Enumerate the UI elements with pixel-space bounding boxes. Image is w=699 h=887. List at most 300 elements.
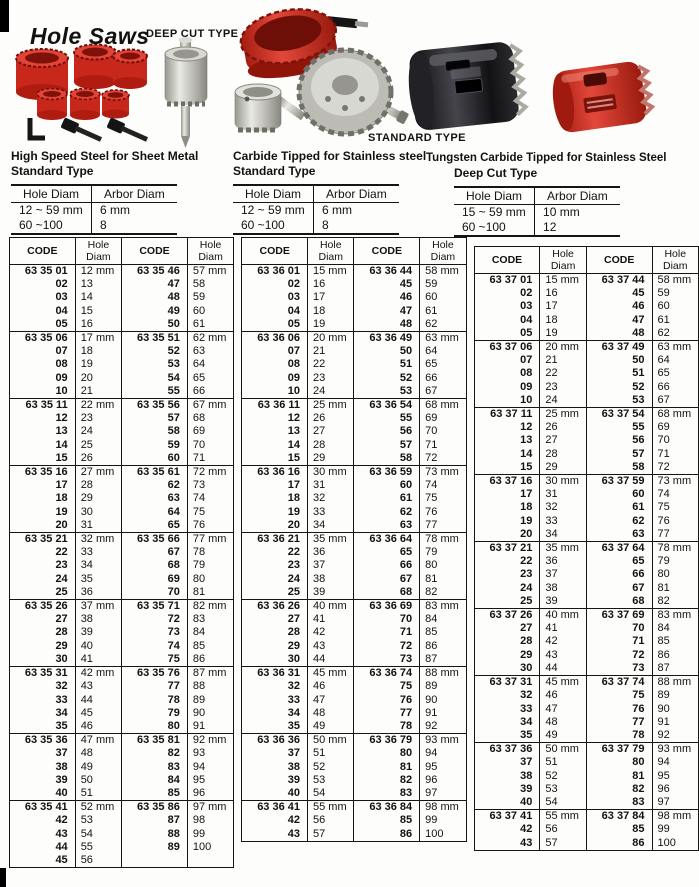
- table-row: [474, 635, 698, 648]
- code-cell: 89: [122, 841, 188, 854]
- code-cell: 63 35 11: [25, 399, 68, 412]
- code-block: [474, 542, 698, 609]
- table-row: [10, 385, 234, 399]
- table-row: [242, 265, 466, 279]
- code-cell: 60: [122, 452, 188, 466]
- codes-table-6336: [241, 237, 466, 842]
- hole-diam-cell: 54: [540, 796, 586, 810]
- hole-diam-cell: 36: [540, 555, 586, 568]
- hole-diam-cell: 69: [420, 412, 466, 425]
- hole-diam-header: Hole Diam: [420, 238, 466, 265]
- code-cell: 65: [586, 555, 652, 568]
- code-cell: 63 35 71: [122, 600, 188, 614]
- code-cell: 40: [287, 786, 301, 799]
- code-cell: 77: [354, 707, 420, 720]
- table-row: [474, 327, 698, 341]
- code-cell: 25: [287, 585, 301, 598]
- code-cell: 37: [520, 756, 533, 769]
- code-cell: 23: [287, 559, 301, 572]
- section-tungsten-carbide: [426, 151, 666, 237]
- section-title-line1: Tungsten Carbide Tipped for Stainless Steel: [426, 152, 667, 164]
- code-cell: 24: [520, 581, 533, 594]
- code-cell: 46: [586, 300, 652, 313]
- table-row: [474, 756, 698, 769]
- hex-key-image: [30, 118, 45, 138]
- hole-diam-cell: 26: [540, 421, 586, 434]
- hole-diam-cell: 89: [420, 680, 466, 693]
- table-row: [10, 801, 234, 815]
- code-cell: 75: [122, 653, 188, 667]
- code-cell: 63 35 36: [24, 734, 68, 747]
- hole-diam-cell: 90: [652, 703, 698, 716]
- table-row: [474, 770, 698, 783]
- code-cell: 63 36 84: [354, 801, 420, 815]
- hole-diam-cell: 86: [652, 649, 698, 662]
- hole-diam-cell: 48: [75, 747, 121, 760]
- hole-diam-cell: 47: [540, 703, 586, 716]
- table-row: [242, 506, 466, 519]
- hole-diam-cell: 95: [420, 761, 466, 774]
- code-cell: 62: [354, 506, 420, 519]
- table-row: [242, 305, 466, 318]
- hole-diam-cell: 51: [75, 787, 121, 801]
- code-cell: 34: [520, 715, 533, 728]
- code-cell: 63 37 41: [489, 810, 533, 823]
- code-cell: 71: [354, 626, 420, 639]
- hole-diam-cell: 61: [187, 318, 233, 332]
- hole-diam-cell: 20: [75, 372, 121, 385]
- code-cell: 63 36 26: [257, 600, 301, 613]
- table-row: [474, 729, 698, 743]
- code-cell: 45: [55, 853, 68, 866]
- code-cell: 07: [55, 345, 68, 358]
- code-cell: 55: [354, 412, 420, 425]
- hole-diam-cell: 70: [420, 425, 466, 438]
- hole-diam-cell: 45 mm: [308, 667, 354, 681]
- code-cell: 86: [354, 828, 420, 842]
- code-cell: 48: [354, 318, 420, 332]
- arbor-image: [60, 117, 103, 144]
- table-row: [474, 837, 698, 851]
- table-row: [10, 265, 234, 279]
- code-cell: 63 37 79: [586, 743, 652, 757]
- code-cell: 63 37 26: [489, 609, 533, 622]
- table-row: [10, 492, 234, 505]
- table-row: [10, 734, 234, 748]
- table-row: [474, 434, 698, 447]
- code-cell: 13: [55, 425, 68, 438]
- section-title-line2: Deep Cut Type: [454, 166, 538, 180]
- code-cell: 63 35 66: [122, 533, 188, 547]
- code-cell: 35: [287, 719, 301, 732]
- hole-diam-cell: 47: [308, 694, 354, 707]
- code-cell: 63 37 54: [586, 408, 652, 422]
- code-cell: 19: [520, 514, 533, 527]
- hole-diam-cell: 51: [540, 756, 586, 769]
- hole-diam-cell: 35 mm: [540, 542, 586, 556]
- code-cell: 18: [287, 492, 301, 505]
- code-cell: 83: [354, 787, 420, 801]
- code-cell: 63 37 06: [489, 341, 533, 354]
- hole-diam-cell: 29: [75, 492, 121, 505]
- hole-diam-cell: 33: [75, 546, 121, 559]
- hole-diam-cell: 33: [308, 506, 354, 519]
- hole-diam-cell: 48: [540, 716, 586, 729]
- code-cell: 24: [287, 572, 301, 585]
- code-header: CODE: [491, 254, 523, 266]
- hole-diam-cell: 82: [652, 595, 698, 609]
- hole-diam-cell: 96: [652, 783, 698, 796]
- code-block: [242, 600, 466, 667]
- code-cell: 28: [55, 626, 68, 639]
- code-cell: 67: [354, 573, 420, 586]
- code-block: [242, 332, 466, 399]
- code-cell: 81: [354, 761, 420, 774]
- code-cell: 55: [122, 385, 188, 399]
- table-row: [242, 761, 466, 774]
- code-cell: 23: [520, 568, 533, 581]
- code-cell: 02: [287, 278, 301, 291]
- code-cell: 73: [586, 662, 652, 676]
- hole-diam-cell: 36: [75, 586, 121, 600]
- code-cell: 18: [55, 492, 68, 505]
- code-cell: 77: [586, 716, 652, 729]
- code-cell: 70: [354, 613, 420, 626]
- arbor-image: [106, 117, 149, 144]
- hole-diam-cell: 79: [420, 546, 466, 559]
- code-cell: 33: [287, 693, 301, 706]
- hole-diam-cell: 27: [540, 434, 586, 447]
- code-cell: [122, 854, 188, 868]
- hole-diam-cell: 59: [420, 278, 466, 291]
- hole-diam-cell: 54: [308, 787, 354, 801]
- code-header: CODE: [122, 238, 188, 265]
- code-block: [474, 408, 698, 475]
- hole-diam-cell: 89: [652, 689, 698, 702]
- hole-diam-cell: 13: [75, 278, 121, 291]
- table-row: [242, 787, 466, 801]
- table-row: [242, 559, 466, 572]
- code-cell: 43: [520, 836, 533, 849]
- code-cell: 50: [122, 318, 188, 332]
- table-row: [242, 291, 466, 304]
- hole-diam-cell: 79: [187, 559, 233, 572]
- hole-diam-cell: 22 mm: [75, 399, 121, 413]
- code-cell: 02: [55, 278, 68, 291]
- table-row: [10, 318, 234, 332]
- code-cell: 88: [122, 828, 188, 841]
- code-cell: 07: [520, 354, 533, 367]
- code-cell: 25: [55, 585, 68, 598]
- code-cell: 86: [586, 837, 652, 851]
- code-cell: 63 35 86: [122, 801, 188, 815]
- code-cell: 52: [586, 381, 652, 394]
- standard-type-hole-saw-image: [299, 50, 409, 134]
- code-cell: 63 37 01: [489, 274, 533, 286]
- code-cell: 29: [287, 639, 301, 652]
- code-cell: 45: [586, 287, 652, 300]
- hole-diam-cell: 40: [75, 640, 121, 653]
- table-row: [242, 707, 466, 720]
- red-hole-saw-image: [549, 59, 654, 134]
- hole-diam-cell: 99: [187, 828, 233, 841]
- code-cell: 63 36 36: [257, 734, 301, 747]
- hole-diam-cell: 16: [75, 318, 121, 332]
- hole-diam-cell: 58: [187, 278, 233, 291]
- hole-diam-cell: 77 mm: [187, 533, 233, 547]
- code-cell: 50: [354, 345, 420, 358]
- table-row: [474, 367, 698, 380]
- code-cell: 58: [586, 461, 652, 475]
- hole-diam-cell: 80: [420, 559, 466, 572]
- section-title-line1: High Speed Steel for Sheet Metal: [11, 149, 199, 163]
- main-table: [9, 237, 699, 868]
- code-cell: 63 36 59: [354, 466, 420, 480]
- code-cell: 61: [354, 492, 420, 505]
- table-row: [474, 716, 698, 729]
- code-cell: 61: [586, 501, 652, 514]
- hole-diam-cell: 14: [75, 291, 121, 304]
- table-row: [242, 600, 466, 614]
- hole-diam-cell: 58 mm: [652, 274, 698, 288]
- code-cell: 60: [586, 488, 652, 501]
- hole-diam-cell: 38: [540, 582, 586, 595]
- arbor-diam-value: 10 mm: [543, 205, 580, 219]
- code-cell: 63 37 49: [586, 341, 652, 355]
- code-cell: 63 37 44: [586, 274, 652, 288]
- code-cell: 68: [354, 586, 420, 600]
- section-title-line2: Standard Type: [11, 164, 94, 178]
- code-cell: 14: [55, 438, 68, 451]
- code-block: [242, 399, 466, 466]
- hole-diam-cell: 93: [187, 747, 233, 760]
- code-cell: 14: [287, 438, 301, 451]
- hole-diam-cell: 17: [308, 291, 354, 304]
- black-hole-saw-image: [405, 40, 527, 131]
- hole-diam-cell: 37: [540, 568, 586, 581]
- hole-diam-cell: 65: [652, 367, 698, 380]
- code-cell: 05: [287, 317, 301, 330]
- table-row: [242, 345, 466, 358]
- code-cell: 63 37 84: [586, 810, 652, 824]
- code-cell: 60: [354, 479, 420, 492]
- hole-diam-range: 60 ~100: [233, 218, 314, 234]
- code-cell: 32: [520, 689, 533, 702]
- hole-diam-cell: 100: [420, 828, 466, 842]
- code-cell: 73: [122, 626, 188, 639]
- hole-diam-cell: 76: [187, 519, 233, 533]
- code-cell: 63 36 49: [354, 332, 420, 346]
- code-cell: 87: [122, 814, 188, 827]
- hole-diam-cell: 95: [652, 770, 698, 783]
- hole-diam-cell: 57: [540, 837, 586, 851]
- hole-diam-cell: 85: [187, 640, 233, 653]
- code-block: [474, 274, 698, 341]
- table-row: [10, 278, 234, 291]
- code-cell: 72: [354, 640, 420, 653]
- code-cell: 09: [55, 371, 68, 384]
- hole-diam-cell: 81: [420, 573, 466, 586]
- hole-diam-cell: 45: [75, 707, 121, 720]
- table-row: [474, 274, 698, 288]
- hole-diam-cell: 44: [540, 662, 586, 676]
- mini-header-hole-diam: Hole Diam: [233, 185, 314, 203]
- code-cell: 03: [520, 300, 533, 313]
- arbor-diam-table-tungsten: [454, 186, 620, 237]
- code-cell: 79: [122, 707, 188, 720]
- code-cell: 04: [287, 304, 301, 317]
- hole-diam-cell: 24: [540, 394, 586, 408]
- code-cell: 68: [122, 559, 188, 572]
- table-row: [242, 412, 466, 425]
- code-cell: 30: [520, 661, 533, 674]
- table-row: [10, 412, 234, 425]
- hole-diam-cell: 91: [420, 707, 466, 720]
- code-cell: 17: [287, 479, 301, 492]
- code-cell: 57: [586, 448, 652, 461]
- code-cell: 63 37 69: [586, 609, 652, 623]
- hole-diam-cell: 72: [652, 461, 698, 475]
- code-cell: 63 37 59: [586, 475, 652, 489]
- hole-diam-cell: 19: [308, 318, 354, 332]
- table-row: [242, 479, 466, 492]
- hole-diam-cell: 48: [308, 707, 354, 720]
- hole-diam-cell: 97: [420, 787, 466, 801]
- code-cell: 63 37 64: [586, 542, 652, 556]
- code-cell: 63 35 56: [122, 399, 188, 413]
- table-row: [242, 774, 466, 787]
- table-row: [474, 314, 698, 327]
- table-row: [474, 555, 698, 568]
- code-cell: 74: [122, 640, 188, 653]
- code-block: [10, 600, 234, 667]
- table-row: [474, 582, 698, 595]
- hole-diam-cell: 71: [187, 452, 233, 466]
- hole-diam-cell: 60: [652, 300, 698, 313]
- hole-diam-cell: 94: [420, 747, 466, 760]
- code-cell: 07: [287, 345, 301, 358]
- table-row: [454, 220, 620, 236]
- code-cell: 63 36 31: [257, 667, 301, 680]
- hole-diam-cell: 52: [540, 770, 586, 783]
- table-row: [10, 600, 234, 614]
- section-title-line2: Standard Type: [233, 164, 316, 178]
- code-cell: 58: [122, 425, 188, 438]
- code-cell: 57: [122, 412, 188, 425]
- hole-diam-cell: 54: [75, 828, 121, 841]
- hole-diam-cell: 56: [308, 814, 354, 827]
- table-row: [10, 667, 234, 681]
- hole-diam-cell: 23: [308, 372, 354, 385]
- code-cell: 35: [520, 728, 533, 741]
- hole-diam-cell: 21: [75, 385, 121, 399]
- section-carbide-tipped: [233, 149, 426, 235]
- hole-diam-cell: 61: [420, 305, 466, 318]
- hole-diam-cell: 20 mm: [540, 341, 586, 355]
- code-cell: 63 36 69: [354, 600, 420, 614]
- hole-diam-cell: 12 mm: [75, 265, 121, 279]
- code-cell: 83: [122, 761, 188, 774]
- code-cell: 50: [586, 354, 652, 367]
- hole-diam-cell: 73 mm: [652, 475, 698, 489]
- arbor-diam-value: 6 mm: [100, 203, 131, 217]
- hole-diam-cell: 47 mm: [75, 734, 121, 748]
- codes-table-6337: [474, 246, 699, 851]
- table-row: [10, 774, 234, 787]
- hole-diam-cell: 66: [187, 385, 233, 399]
- code-cell: 42: [287, 814, 301, 827]
- table-row: [474, 287, 698, 300]
- code-cell: 08: [520, 367, 533, 380]
- hole-diam-cell: 44: [308, 653, 354, 667]
- table-row: [10, 640, 234, 653]
- code-cell: 05: [55, 317, 68, 330]
- hole-diam-cell: 77: [420, 519, 466, 533]
- code-cell: 63 36 21: [257, 533, 301, 546]
- hole-diam-cell: 49: [75, 761, 121, 774]
- code-cell: 85: [586, 823, 652, 836]
- table-row: [474, 622, 698, 635]
- code-cell: 30: [55, 652, 68, 665]
- table-row: [474, 528, 698, 542]
- hole-diam-cell: 90: [420, 694, 466, 707]
- hole-diam-cell: 87 mm: [187, 667, 233, 681]
- code-cell: 28: [520, 635, 533, 648]
- hole-diam-range: 60 ~100: [454, 220, 535, 236]
- code-cell: 13: [520, 434, 533, 447]
- code-cell: 73: [354, 653, 420, 667]
- table-row: [242, 828, 466, 842]
- code-cell: 71: [586, 635, 652, 648]
- hole-diam-cell: 92 mm: [187, 734, 233, 748]
- hole-diam-cell: 94: [187, 761, 233, 774]
- code-cell: 37: [55, 747, 68, 760]
- hole-diam-cell: 61: [652, 314, 698, 327]
- table-row: [10, 787, 234, 801]
- code-block: [242, 734, 466, 801]
- code-cell: 63 37 16: [489, 475, 533, 488]
- mini-header-hole-diam: Hole Diam: [11, 185, 92, 203]
- hole-diam-cell: 29: [308, 452, 354, 466]
- table-row: [242, 586, 466, 600]
- hole-diam-cell: 82: [420, 586, 466, 600]
- hole-diam-cell: 32: [308, 492, 354, 505]
- table-row: [11, 218, 177, 234]
- hole-diam-cell: 30 mm: [540, 475, 586, 489]
- hole-diam-cell: 55 mm: [308, 801, 354, 815]
- table-row: [474, 501, 698, 514]
- hole-saw-set-image: [16, 45, 149, 145]
- hole-diam-cell: 52 mm: [75, 801, 121, 815]
- hole-diam-cell: 30 mm: [308, 466, 354, 480]
- hole-diam-cell: 43: [308, 640, 354, 653]
- table-row: [474, 515, 698, 528]
- code-cell: 32: [55, 680, 68, 693]
- code-cell: 63 35 51: [122, 332, 188, 346]
- code-block: [474, 743, 698, 810]
- hole-diam-cell: 59: [187, 291, 233, 304]
- table-row: [242, 372, 466, 385]
- hole-diam-cell: 58 mm: [420, 265, 466, 279]
- arbor-diam-table-hss: [11, 184, 177, 235]
- table-row: [474, 448, 698, 461]
- table-row: [10, 747, 234, 760]
- table-row: [10, 332, 234, 346]
- hole-diam-cell: 93 mm: [652, 743, 698, 757]
- table-row: [242, 694, 466, 707]
- hole-diam-cell: 39: [540, 595, 586, 609]
- code-block: [242, 265, 466, 332]
